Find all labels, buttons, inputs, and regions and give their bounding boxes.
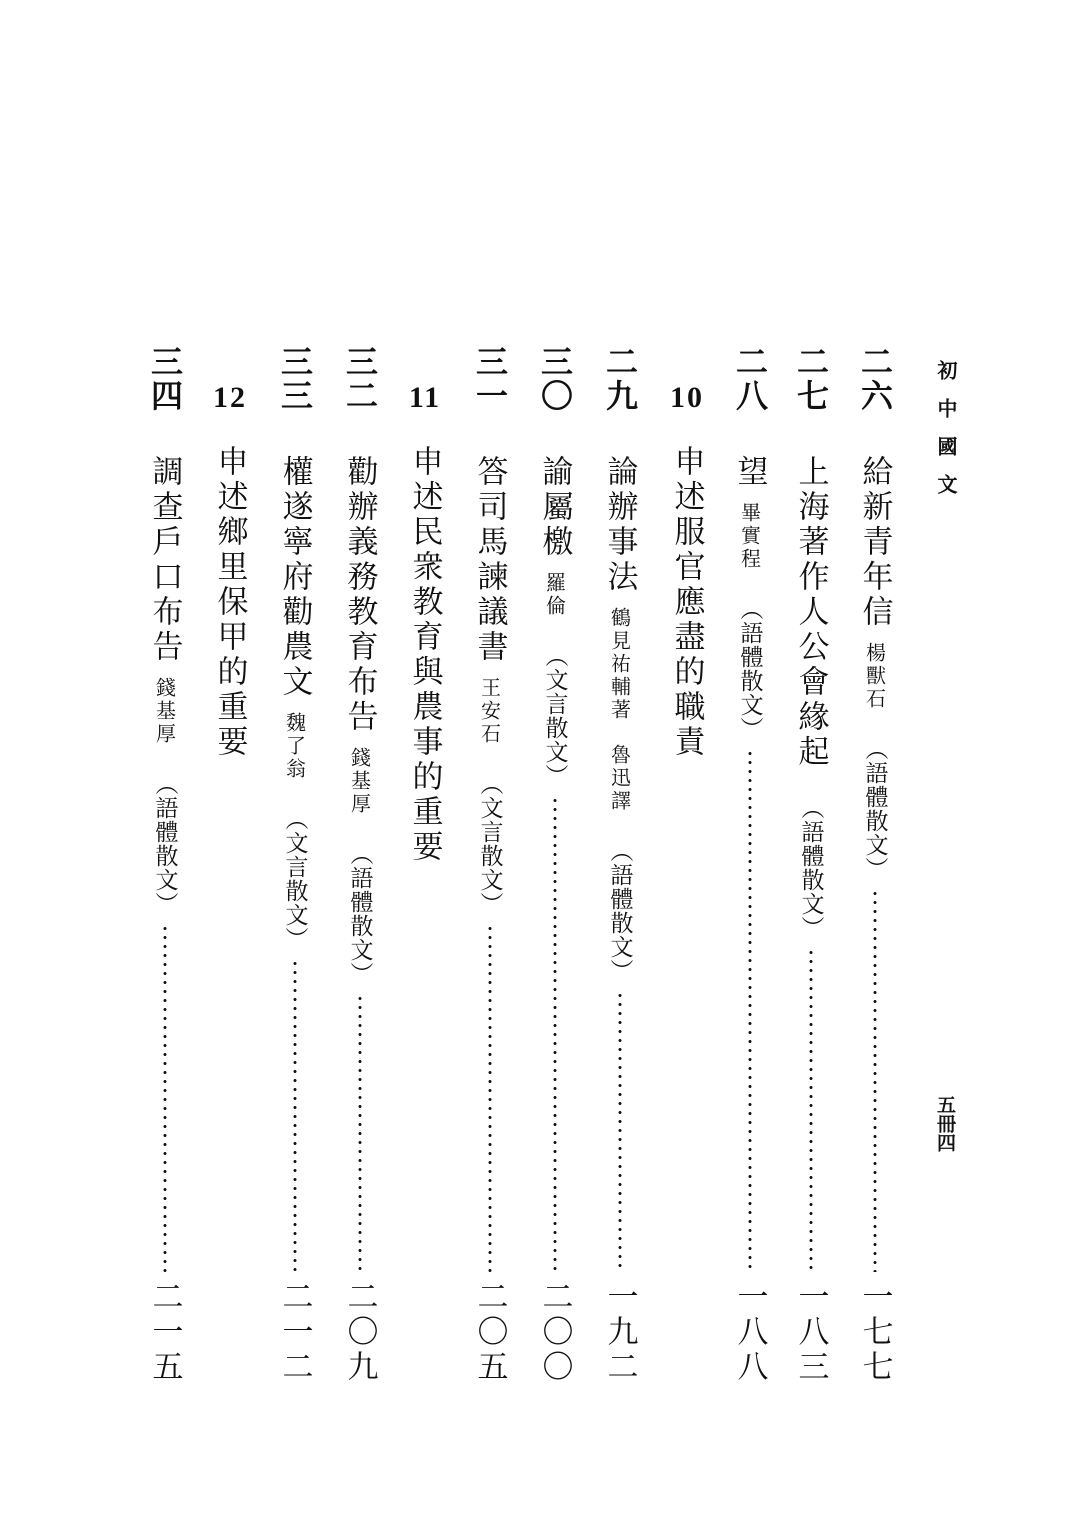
genre-label: （語體散文）	[861, 737, 888, 881]
toc-entry	[788, 345, 834, 1385]
author-name: 錢基厚	[347, 747, 372, 816]
author-name: 王安石	[477, 677, 502, 746]
lesson-title: 申述服官應盡的職責	[668, 445, 705, 760]
lesson-title: 權遂寧府勸農文	[276, 455, 313, 700]
lesson-title: 上海著作人公會緣起	[792, 455, 829, 770]
toc-entry	[467, 345, 513, 1385]
genre-label: （文言散文）	[541, 644, 568, 788]
lesson-title: 論辦事法	[601, 455, 638, 595]
toc-entry	[727, 345, 773, 1385]
author-name: 畢實程	[737, 502, 762, 571]
book-title-header: 初中國文	[934, 360, 958, 512]
genre-label: （文言散文）	[281, 807, 308, 951]
page-number: 二〇〇	[536, 1280, 573, 1385]
page-number: 二一五	[146, 1280, 183, 1385]
lesson-title: 望	[731, 455, 768, 490]
genre-label: （語體散文）	[151, 772, 178, 916]
toc-entry	[664, 345, 710, 1385]
lesson-title: 諭屬檄	[536, 455, 573, 560]
lesson-number: 三一	[471, 345, 509, 413]
page-number: 一八八	[731, 1280, 768, 1385]
lesson-title: 給新青年信	[856, 455, 893, 630]
toc-entry	[402, 345, 448, 1385]
lesson-number: 三〇	[536, 345, 574, 413]
author-name: 楊獸石	[862, 642, 887, 711]
lesson-number: 二六	[856, 345, 894, 413]
dot-leader	[852, 889, 898, 1272]
dot-leader	[337, 994, 383, 1272]
lesson-number: 二七	[792, 345, 830, 413]
page-number: 一七七	[856, 1280, 893, 1385]
lesson-title: 申述鄉里保甲的重要	[211, 445, 248, 760]
genre-label: （語體散文）	[797, 796, 824, 940]
lesson-number: 10	[670, 381, 704, 414]
lesson-number: 三二	[341, 345, 379, 413]
genre-label: （文言散文）	[476, 772, 503, 916]
translator-name: 魯迅譯	[607, 744, 632, 813]
author-name: 羅倫	[542, 572, 567, 618]
genre-label: （語體散文）	[736, 597, 763, 741]
lesson-number: 二九	[601, 345, 639, 413]
genre-label: （語體散文）	[346, 842, 373, 986]
genre-label: （語體散文）	[606, 839, 633, 983]
lesson-number: 11	[408, 381, 442, 414]
toc-entry	[532, 345, 578, 1385]
toc-entry	[207, 345, 253, 1385]
page-number: 一八三	[792, 1280, 829, 1385]
author-name: 魏了翁	[282, 712, 307, 781]
dot-leader	[272, 959, 318, 1272]
dot-leader	[727, 749, 773, 1272]
dot-leader	[788, 948, 834, 1272]
author-name: 錢基厚	[152, 677, 177, 746]
toc-entry	[852, 345, 898, 1385]
lesson-number: 12	[213, 381, 247, 414]
toc-entry	[272, 345, 318, 1385]
lesson-title: 申述民衆教育與農事的重要	[406, 445, 443, 865]
lesson-number: 二八	[731, 345, 769, 413]
lesson-title: 調查戶口布告	[146, 455, 183, 665]
toc-entry	[597, 345, 643, 1385]
lesson-number: 三四	[146, 345, 184, 413]
lesson-number: 三三	[276, 345, 314, 413]
lesson-title: 勸辦義務教育布告	[341, 455, 378, 735]
lesson-title: 答司馬諫議書	[471, 455, 508, 665]
dot-leader	[467, 924, 513, 1272]
toc-entry	[337, 345, 383, 1385]
page-label: 五冊四	[934, 1095, 956, 1152]
toc-entry	[142, 345, 188, 1385]
author-name: 鶴見祐輔著	[607, 607, 632, 722]
dot-leader	[142, 924, 188, 1272]
dot-leader	[597, 991, 643, 1272]
page-number: 二一二	[276, 1280, 313, 1385]
page-number: 二〇五	[471, 1280, 508, 1385]
page-number: 一九二	[601, 1280, 638, 1385]
page-number: 二〇九	[341, 1280, 378, 1385]
dot-leader	[532, 796, 578, 1272]
